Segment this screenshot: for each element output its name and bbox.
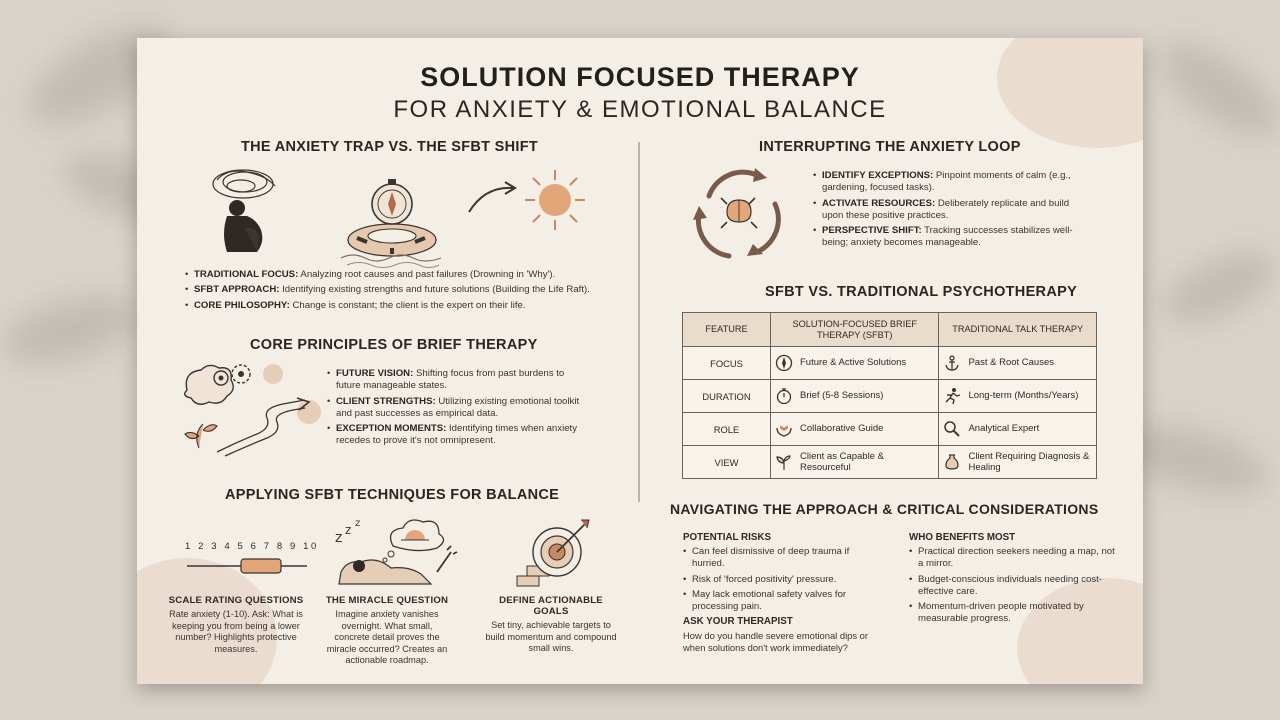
traditional-cell: Long-term (Months/Years)	[968, 390, 1079, 402]
table-header-row	[683, 313, 1097, 347]
sprout-icon	[775, 453, 793, 471]
traditional-cell: Analytical Expert	[968, 423, 1040, 435]
miracle-dream-icon	[329, 510, 469, 590]
anxiety-trap-heading: THE ANXIETY TRAP VS. THE SFBT SHIFT	[241, 139, 539, 155]
list-item: • Practical direction seekers needing a map, not a mirror.	[909, 546, 1119, 571]
sfbt-cell: Collaborative Guide	[800, 423, 884, 435]
list-item: • FUTURE VISION: Shifting focus from past burdens to future manageable states.	[327, 368, 587, 393]
list-item: • Risk of 'forced positivity' pressure.	[683, 574, 873, 586]
table-row	[683, 380, 1097, 413]
technique-title: SCALE RATING QUESTIONS	[168, 595, 304, 606]
comparison-table	[682, 312, 1097, 479]
anxiety-loop-heading: INTERRUPTING THE ANXIETY LOOP	[759, 139, 1021, 155]
anchor-icon	[943, 354, 961, 372]
list-item: • TRADITIONAL FOCUS: Analyzing root causes and past failures (Drowning in 'Why').	[185, 269, 625, 281]
runner-icon	[943, 387, 961, 405]
sfbt-cell: Client as Capable & Resourceful	[800, 450, 884, 473]
list-item: • CORE PHILOSOPHY: Change is constant; the client is the expert on their life.	[185, 300, 625, 312]
list-item: • SFBT APPROACH: Identifying existing strengths and future solutions (Building the Life Raft).	[185, 284, 625, 296]
core-principles-heading: CORE PRINCIPLES OF BRIEF THERAPY	[250, 337, 538, 353]
infographic-poster	[137, 38, 1143, 684]
sfbt-cell: Brief (5-8 Sessions)	[800, 390, 884, 402]
target-goal-icon	[513, 514, 593, 590]
page-title: SOLUTION FOCUSED THERAPY	[420, 62, 860, 92]
title-block	[137, 62, 1143, 124]
feature-cell: ROLE	[683, 413, 771, 446]
list-item: • IDENTIFY EXCEPTIONS: Pinpoint moments of calm (e.g., gardening, focused tasks).	[813, 170, 1093, 195]
technique-desc: Set tiny, achievable targets to build momentum and compound small wins.	[485, 620, 617, 653]
risks-list	[683, 546, 873, 616]
column-divider	[638, 142, 640, 502]
ask-therapist-heading: ASK YOUR THERAPIST	[683, 616, 793, 627]
vase-icon	[943, 453, 961, 471]
svg-text:z: z	[335, 530, 343, 546]
svg-text:z: z	[345, 523, 352, 537]
scale-slider-icon	[185, 554, 309, 578]
helping-hands-heart-icon	[775, 420, 793, 438]
feature-cell: VIEW	[683, 446, 771, 479]
technique-desc: Imagine anxiety vanishes overnight. What small, concrete detail proves the miracle occurred? Creates an actionable roadmap.	[326, 609, 448, 665]
feature-cell: DURATION	[683, 380, 771, 413]
traditional-cell: Past & Root Causes	[968, 357, 1054, 369]
table-row	[683, 446, 1097, 479]
anxiety-trap-list	[185, 269, 625, 315]
list-item: • Can feel dismissive of deep trauma if hurried.	[683, 546, 873, 571]
column-header: TRADITIONAL TALK THERAPY	[939, 313, 1097, 347]
list-item: • ACTIVATE RESOURCES: Deliberately replicate and build upon these positive practices.	[813, 198, 1093, 223]
table-row	[683, 347, 1097, 380]
list-item: • EXCEPTION MOMENTS: Identifying times when anxiety recedes to prove it's not omnipresent.	[327, 423, 587, 448]
comparison-heading: SFBT VS. TRADITIONAL PSYCHOTHERAPY	[765, 284, 1078, 300]
list-item: • CLIENT STRENGTHS: Utilizing existing emotional toolkit and past successes as empirical data.	[327, 396, 587, 421]
technique-title: DEFINE ACTIONABLE GOALS	[499, 595, 603, 617]
svg-text:z: z	[355, 518, 361, 529]
life-raft-compass-icon	[337, 170, 447, 270]
column-header: SOLUTION-FOCUSED BRIEF THERAPY (SFBT)	[771, 313, 939, 347]
feature-cell: FOCUS	[683, 347, 771, 380]
technique-miracle	[323, 595, 451, 667]
shift-arrow-icon	[465, 178, 521, 218]
anxiety-loop-list	[813, 170, 1093, 253]
magnifier-icon	[943, 420, 961, 438]
technique-title: THE MIRACLE QUESTION	[325, 595, 449, 606]
benefits-heading: WHO BENEFITS MOST	[909, 532, 1016, 543]
core-principles-list	[327, 368, 587, 451]
page-subtitle: FOR ANXIETY & EMOTIONAL BALANCE	[393, 96, 887, 123]
navigating-heading: NAVIGATING THE APPROACH & CRITICAL CONSIDERATIONS	[670, 501, 1099, 517]
traditional-cell: Client Requiring Diagnosis & Healing	[968, 450, 1090, 473]
compass-icon	[775, 354, 793, 372]
stopwatch-icon	[775, 387, 793, 405]
sfbt-cell: Future & Active Solutions	[800, 357, 907, 369]
technique-goals	[481, 595, 621, 655]
scale-numbers: 1 2 3 4 5 6 7 8 9 10	[185, 541, 319, 552]
column-header: FEATURE	[683, 313, 771, 347]
list-item: • Momentum-driven people motivated by measurable progress.	[909, 601, 1119, 626]
anxiety-loop-cycle-icon	[687, 160, 791, 266]
list-item: • Budget-conscious individuals needing cost-effective care.	[909, 574, 1119, 599]
list-item: • PERSPECTIVE SHIFT: Tracking successes stabilizes well-being; anxiety becomes manageable.	[813, 225, 1093, 250]
risks-heading: POTENTIAL RISKS	[683, 532, 771, 543]
list-item: • May lack emotional safety valves for processing pain.	[683, 589, 873, 614]
sun-icon	[523, 168, 587, 232]
brain-gears-path-icon	[173, 360, 333, 460]
anxious-person-icon	[205, 162, 295, 262]
technique-desc: Rate anxiety (1-10). Ask: What is keeping you from being a lower number? Highlights protective measures.	[169, 609, 303, 654]
benefits-list	[909, 546, 1119, 629]
table-row	[683, 413, 1097, 446]
techniques-heading: APPLYING SFBT TECHNIQUES FOR BALANCE	[225, 487, 560, 503]
technique-scale	[167, 595, 305, 655]
ask-therapist-text: How do you handle severe emotional dips or when solutions don't work immediately?	[683, 630, 869, 653]
